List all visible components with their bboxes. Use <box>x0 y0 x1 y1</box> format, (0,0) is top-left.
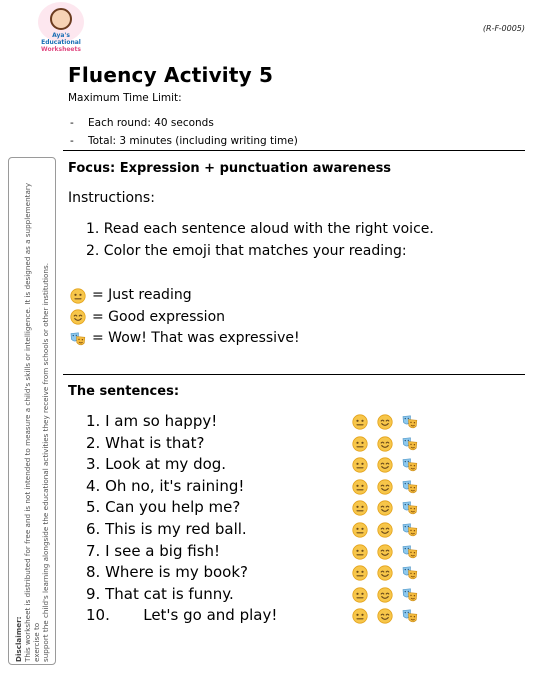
sentence-text: 2. What is that? <box>86 433 205 452</box>
disclaimer-line: This worksheet is distributed for free and is not intended to measure a child's skills or intelligence. It is designed as a supplementary exercise to <box>23 182 41 662</box>
emoji-legend <box>70 285 300 350</box>
emoji-choices <box>352 414 427 430</box>
emoji-choices <box>352 608 427 624</box>
neutral-face-icon[interactable] <box>352 500 368 516</box>
sentence-row <box>86 542 431 564</box>
neutral-face-icon[interactable] <box>352 522 368 538</box>
legend-item <box>70 328 300 350</box>
reference-code: (R-F-0005) <box>482 24 525 33</box>
emoji-choices <box>352 587 427 603</box>
smiling-face-icon[interactable] <box>377 479 393 495</box>
sentence-text: 3. Look at my dog. <box>86 455 227 474</box>
sentence-row <box>86 563 431 585</box>
page-title: Fluency Activity 5 <box>68 63 274 87</box>
sentences-heading: The sentences: <box>68 384 180 399</box>
legend-item <box>70 285 300 307</box>
theater-masks-icon[interactable] <box>402 500 418 516</box>
theater-masks-icon[interactable] <box>402 414 418 430</box>
instruction-step: 2. Color the emoji that matches your reading: <box>86 243 407 259</box>
emoji-choices <box>352 500 427 516</box>
sentence-row <box>86 455 431 477</box>
divider <box>63 374 525 375</box>
time-list <box>68 114 298 150</box>
focus-heading: Focus: Expression + punctuation awareness <box>68 161 392 176</box>
emoji-choices <box>352 565 427 581</box>
time-item: - Each round: 40 seconds <box>68 114 298 132</box>
sentence-row <box>86 412 431 434</box>
instruction-step: 1. Read each sentence aloud with the right voice. <box>86 221 434 237</box>
disclaimer-line: support the child's learning alongside the educational activities they receive from schools or other institutions. <box>41 262 50 662</box>
sentence-text: 8. Where is my book? <box>86 563 249 582</box>
emoji-choices <box>352 544 427 560</box>
sentence-row <box>86 498 431 520</box>
sentence-text: 9. That cat is funny. <box>86 584 234 603</box>
smiling-face-icon <box>70 309 86 325</box>
logo-line2: Worksheets <box>41 46 81 53</box>
theater-masks-icon[interactable] <box>402 457 418 473</box>
time-item: - Total: 3 minutes (including writing time) <box>68 132 298 150</box>
theater-masks-icon[interactable] <box>402 565 418 581</box>
neutral-face-icon[interactable] <box>352 436 368 452</box>
neutral-face-icon[interactable] <box>352 414 368 430</box>
emoji-choices <box>352 479 427 495</box>
smiling-face-icon[interactable] <box>377 457 393 473</box>
disclaimer-heading: Disclaimer: <box>14 616 23 662</box>
time-limit-label: Maximum Time Limit: <box>68 92 182 104</box>
instruction-steps <box>86 218 434 262</box>
smiling-face-icon[interactable] <box>377 414 393 430</box>
neutral-face-icon[interactable] <box>352 544 368 560</box>
instructions-label: Instructions: <box>68 190 155 206</box>
logo-text <box>34 32 88 53</box>
smiling-face-icon[interactable] <box>377 608 393 624</box>
neutral-face-icon[interactable] <box>352 565 368 581</box>
smiling-face-icon[interactable] <box>377 500 393 516</box>
emoji-choices <box>352 457 427 473</box>
smiling-face-icon[interactable] <box>377 565 393 581</box>
neutral-face-icon <box>70 288 86 304</box>
divider <box>63 150 525 151</box>
disclaimer <box>14 172 50 662</box>
girl-face-icon <box>50 8 72 30</box>
smiling-face-icon[interactable] <box>377 544 393 560</box>
smiling-face-icon[interactable] <box>377 587 393 603</box>
logo-line1: Aya's Educational <box>41 32 81 46</box>
theater-masks-icon[interactable] <box>402 436 418 452</box>
theater-masks-icon <box>70 331 86 347</box>
sentence-row <box>86 477 431 499</box>
theater-masks-icon[interactable] <box>402 522 418 538</box>
sentence-text: 10. Let's go and play! <box>86 606 278 625</box>
emoji-choices <box>352 436 427 452</box>
legend-text: = Just reading <box>92 287 192 303</box>
sentence-row <box>86 520 431 542</box>
brand-logo <box>34 2 88 53</box>
sentence-text: 1. I am so happy! <box>86 412 218 430</box>
theater-masks-icon[interactable] <box>402 587 418 603</box>
legend-text: = Wow! That was expressive! <box>92 330 300 346</box>
legend-text: = Good expression <box>92 308 226 325</box>
sentence-text: 6. This is my red ball. <box>86 520 247 538</box>
smiling-face-icon[interactable] <box>377 522 393 538</box>
smiling-face-icon[interactable] <box>377 436 393 452</box>
sentence-row <box>86 606 431 628</box>
sentence-row <box>86 434 431 456</box>
theater-masks-icon[interactable] <box>402 544 418 560</box>
neutral-face-icon[interactable] <box>352 608 368 624</box>
sentence-text: 4. Oh no, it's raining! <box>86 476 245 495</box>
emoji-choices <box>352 522 427 538</box>
theater-masks-icon[interactable] <box>402 479 418 495</box>
theater-masks-icon[interactable] <box>402 608 418 624</box>
legend-item <box>70 307 300 329</box>
neutral-face-icon[interactable] <box>352 479 368 495</box>
sentence-text: 7. I see a big fish! <box>86 541 221 560</box>
neutral-face-icon[interactable] <box>352 457 368 473</box>
sentence-row <box>86 585 431 607</box>
sentence-text: 5. Can you help me? <box>86 498 241 517</box>
neutral-face-icon[interactable] <box>352 587 368 603</box>
